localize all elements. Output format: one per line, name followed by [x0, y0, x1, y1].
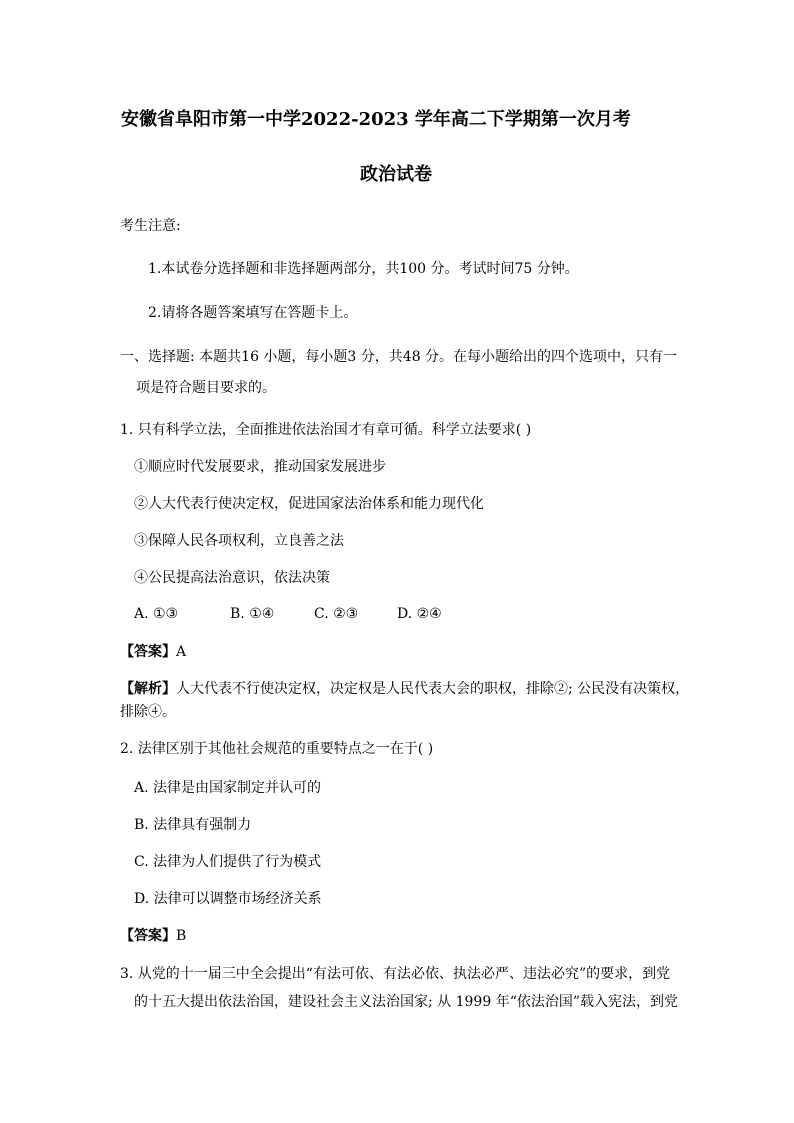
q1-option-d: D. ②④ [397, 606, 442, 622]
notice-item-2: 2.请将各题答案填写在答题卡上。 [148, 305, 358, 321]
q2-option-b: B. 法律具有强制力 [134, 817, 252, 833]
q1-statement-2: ②人大代表行使决定权，促进国家法治体系和能力现代化 [134, 496, 484, 512]
q1-answer [120, 642, 186, 662]
q1-statement-3: ③保障人民各项权利，立良善之法 [134, 533, 344, 549]
q2-answer-label: 【答案】 [120, 928, 176, 944]
document-title: 安徽省阜阳市第一中学2022-2023 学年高二下学期第一次月考 [121, 109, 631, 130]
q1-option-b: B. ①④ [230, 606, 275, 622]
q2-option-a: A. 法律是由国家制定并认可的 [134, 780, 322, 796]
q1-analysis-text: 人大代表不行使决定权，决定权是人民代表大会的职权，排除②; 公民没有决策权， [176, 681, 690, 697]
notice-item-1: 1.本试卷分选择题和非选择题两部分，共100 分。考试时间75 分钟。 [148, 261, 579, 277]
q1-analysis-line-1 [120, 679, 689, 699]
q1-analysis-line-2: 排除④。 [120, 704, 176, 720]
q3-stem-line-2: 的十五大提出依法治国，建设社会主义法治国家; 从 1999 年“依法治国”载入宪法，到党 [134, 994, 679, 1010]
q2-answer [120, 926, 186, 946]
q1-statement-4: ④公民提高法治意识，依法决策 [134, 570, 330, 586]
q1-option-a: A. ①③ [134, 606, 179, 622]
section-heading-line-1: 一、选择题: 本题共16 小题，每小题3 分，共48 分。在每小题给出的四个选项中，只有一 [120, 349, 678, 365]
q2-stem: 2. 法律区别于其他社会规范的重要特点之一在于( ) [120, 741, 434, 757]
q1-option-c: C. ②③ [314, 606, 359, 622]
q1-stem: 1. 只有科学立法，全面推进依法治国才有章可循。科学立法要求( ) [120, 422, 532, 438]
section-heading-line-2: 项是符合题目要求的。 [136, 380, 276, 396]
q2-answer-value: B [176, 928, 187, 944]
q1-answer-value: A [176, 644, 187, 660]
q2-option-d: D. 法律可以调整市场经济关系 [134, 891, 322, 907]
q3-stem-line-1: 3. 从党的十一届三中全会提出“有法可依、有法必依、执法必严、违法必究”的要求，到党 [120, 966, 671, 982]
notice-heading: 考生注意: [120, 218, 181, 234]
q1-statement-1: ①顺应时代发展要求，推动国家发展进步 [134, 459, 386, 475]
q1-answer-label: 【答案】 [120, 644, 176, 660]
document-subtitle: 政治试卷 [360, 164, 432, 185]
q1-analysis-label: 【解析】 [120, 681, 176, 697]
q2-option-c: C. 法律为人们提供了行为模式 [134, 854, 322, 870]
